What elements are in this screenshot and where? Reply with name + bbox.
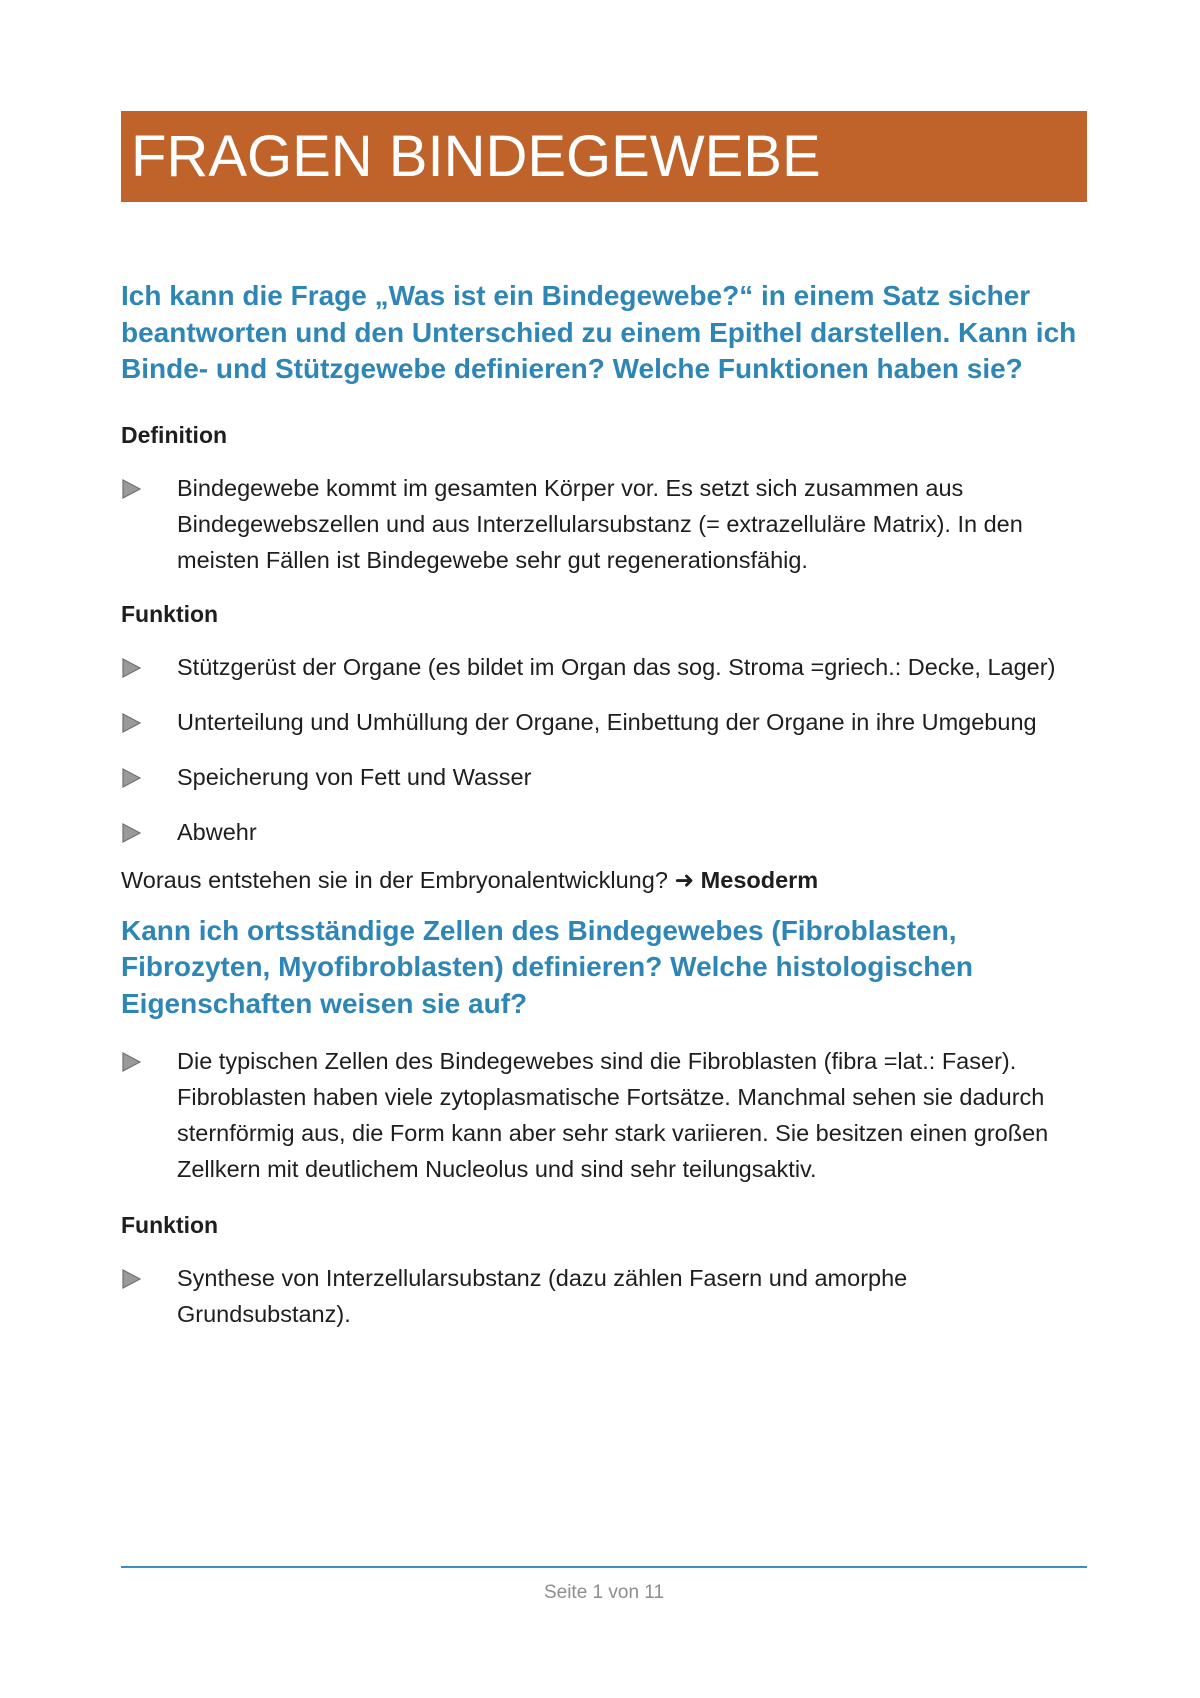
function-list	[121, 649, 1087, 850]
function-list-2	[121, 1260, 1087, 1332]
triangle-bullet-icon	[121, 1269, 141, 1289]
list-item	[121, 1260, 1087, 1332]
list-item-text: Bindegewebe kommt im gesamten Körper vor. Es setzt sich zusammen aus Bindegewebszellen und aus Interzellularsubstanz (= extrazelluläre Matrix). In den meisten Fällen ist Bindegewebe sehr gut regenerationsfähig.	[177, 474, 1023, 573]
cells-list	[121, 1043, 1087, 1187]
function-heading: Funktion	[121, 600, 219, 627]
page-number: Seite 1 von 11	[543, 1582, 665, 1603]
triangle-bullet-icon	[121, 658, 141, 678]
list-item-text: Stützgerüst der Organe (es bildet im Organ das sog. Stroma =griech.: Decke, Lager)	[177, 653, 1056, 680]
triangle-bullet-icon	[121, 823, 141, 843]
section2-question-heading: Kann ich ortsständige Zellen des Bindegewebes (Fibroblasten, Fibrozyten, Myofibroblasten) definieren? Welche histologischen Eigenschaften weisen sie auf?	[121, 914, 974, 1019]
page-footer	[121, 1566, 1087, 1604]
title-banner	[121, 111, 1087, 202]
list-item	[121, 649, 1087, 685]
triangle-bullet-icon	[121, 768, 141, 788]
list-item	[121, 814, 1087, 850]
list-item-text: Synthese von Interzellularsubstanz (dazu zählen Fasern und amorphe Grundsubstanz).	[177, 1265, 908, 1327]
document-page	[121, 111, 1087, 1332]
triangle-bullet-icon	[121, 479, 141, 499]
definition-list	[121, 470, 1087, 578]
list-item-text: Speicherung von Fett und Wasser	[177, 763, 532, 790]
list-item-text: Abwehr	[177, 818, 257, 845]
list-item	[121, 470, 1087, 578]
arrow-right-icon: ➜	[674, 866, 695, 893]
origin-answer: Mesoderm	[700, 866, 819, 893]
triangle-bullet-icon	[121, 713, 141, 733]
list-item-text: Die typischen Zellen des Bindegewebes sind die Fibroblasten (fibra =lat.: Faser). Fibroblasten haben viele zytoplasmatische Fortsätze. Manchmal sehen sie dadurch sternförmig aus, die Form kann aber sehr stark variieren. Sie besitzen einen großen Zellkern mit deutlichem Nucleolus und sind sehr teilungsaktiv.	[177, 1048, 1049, 1182]
section1-question-heading: Ich kann die Frage „Was ist ein Bindegewebe?“ in einem Satz sicher beantworten und den Unterschied zu einem Epithel darstellen. Kann ich Binde- und Stützgewebe definieren? Welche Funktionen haben sie?	[121, 280, 1077, 384]
list-item-text: Unterteilung und Umhüllung der Organe, Einbettung der Organe in ihre Umgebung	[177, 708, 1037, 735]
list-item	[121, 1043, 1087, 1187]
function-heading-2: Funktion	[121, 1212, 219, 1238]
origin-question: Woraus entstehen sie in der Embryonalentwicklung?	[121, 866, 668, 893]
document-title: FRAGEN BINDEGEWEBE	[131, 123, 821, 189]
origin-line	[121, 862, 1087, 898]
definition-heading: Definition	[121, 421, 228, 448]
list-item	[121, 704, 1087, 740]
footer-divider	[121, 1566, 1087, 1568]
list-item	[121, 759, 1087, 795]
triangle-bullet-icon	[121, 1052, 141, 1072]
